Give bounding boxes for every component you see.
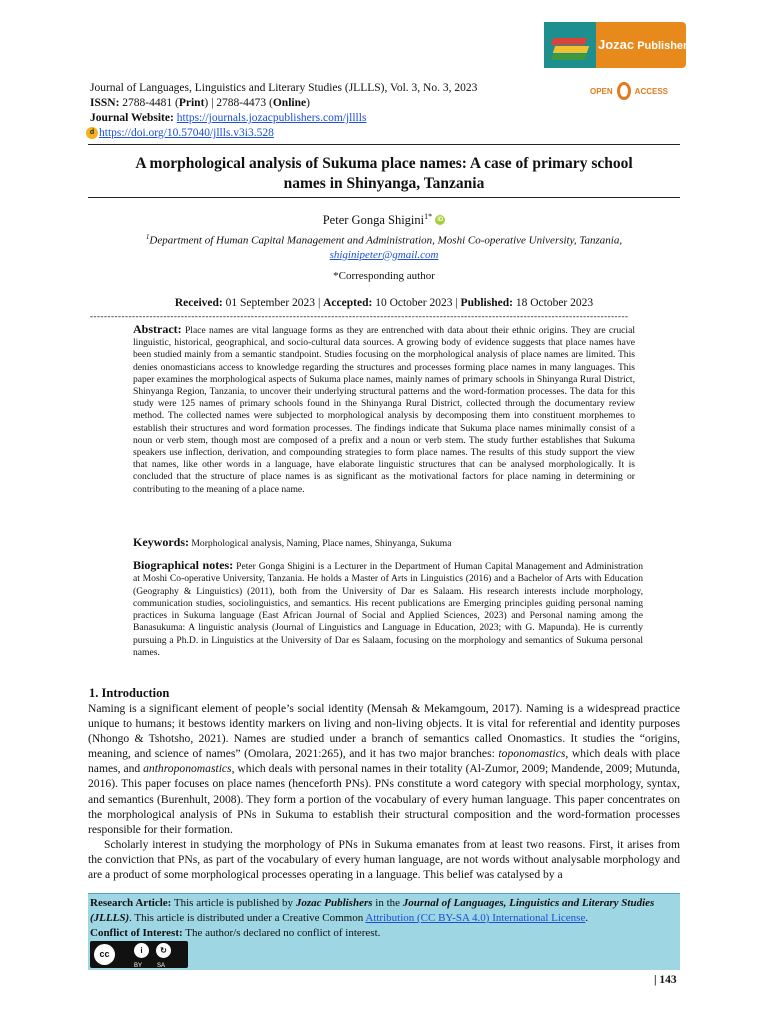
journal-website-link[interactable]: https://journals.jozacpublishers.com/jlllls xyxy=(176,112,367,124)
open-access-badge: OPEN ACCESS xyxy=(590,82,668,100)
intro-paragraph-1: Naming is a significant element of people’s social identity (Mensah & Mekamgoum, 2017). Naming is a widespread practice unique to humans; it bestows identity markers on living and non-living objects. It is vital for referential and identity purposes (Nhongo & Tshotsho, 2021). Names are studied under a branch of semantics called Onomastics. It studies the “origins, meaning, and science of names” (Omolara, 2021:265), and it has two major branches: toponomastics, which deals with place names, and anthroponomastics, which deals with personal names in their totality (Al-Zumor, 2009; Mandende, 2009; Mutunda, 2016). This paper focuses on place names (henceforth PNs). PNs constitute a word category with special morphology, syntax, and semantics (Burenhult, 2008). They form a portion of the vocabulary of every human language. This paper concentrates on the morphological analysis of PNs in Sukuma to establish their structural composition and the word-formation processes responsible for their formation. xyxy=(88,702,680,836)
journal-info xyxy=(90,81,477,141)
doi-link[interactable]: https://doi.org/10.57040/jllls.v3i3.528 xyxy=(99,127,274,139)
page-number: | 143 xyxy=(654,974,677,986)
issn-line: ISSN: 2788-4481 (Print) | 2788-4473 (Online) xyxy=(90,97,310,109)
conflict-note: Conflict of Interest: The author/s declared no conflict of interest. xyxy=(90,927,381,939)
title-rule xyxy=(88,197,680,198)
section-heading-introduction: 1. Introduction xyxy=(89,686,170,700)
author-email[interactable]: shiginipeter@gmail.com xyxy=(329,248,439,261)
corresponding-author: *Corresponding author xyxy=(333,270,435,282)
open-lock-icon xyxy=(617,82,631,100)
top-rule xyxy=(88,144,680,145)
orcid-icon[interactable]: iD xyxy=(437,217,444,224)
research-article-note: Research Article: This article is published by Jozac Publishers in the Journal of Languages, Linguistics and Literary Studies (JLLLS). This article is distributed under a Creative Common Attribution (CC BY-SA 4.0) International License. xyxy=(90,897,655,924)
doi-icon: d xyxy=(86,127,98,139)
abstract: Abstract: Place names are vital language forms as they are entrenched with data about their ethnic origins. They are crucial linguistic, historical, geographical, and socio-cultural data sources. A growing body of evidence suggests that place names have been studied mainly from a semantic standpoint. Studies focusing on the morphological analysis of place names are limited. This denies onomasticians access to knowledge regarding the structures and processes forming place names in many languages. This paper examines the morphological aspects of Sukuma place names, mainly names of primary schools in Shinyanga Rural District, Shinyanga Region, Tanzania, to uncover their underlying structural patterns and the word-formation processes. The data for this study were 125 names of primary schools found in the Shinyanga Rural District, collected through the documentary review method. The collected names were subjected to morphological analysis by decomposing them into constituent morphemes to establish their structures and word formation processes. The findings indicate that Sukuma place names minimally consist of a noun or verb stem, though most are composed of a prefix and a noun or verb stem. The study further establishes that Sukuma speakers use inflection, derivation, and compounding strategies to form place names. The results of this study support the view that names, like other words in a language, have elaborate linguistic structures that can be analysed morphologically. It is concluded that the structure of place names is as significant as the motivational factors for place naming in determining or contributing to the meaning of a place name. xyxy=(133,322,635,495)
intro-paragraph-2: Scholarly interest in studying the morphology of PNs in Sukuma emanates from at least two reasons. First, it arises from the conviction that PNs, as part of the vocabulary of every human language, are not words without analysable morphology and are a product of some morphological processes operating in a language. This belief was catalysed by a xyxy=(88,837,680,882)
dashed-separator: ---------------------------------------------------------------------------------------------------------------------------------------------------------- xyxy=(90,311,629,321)
share-alike-icon: ↻ xyxy=(156,943,171,958)
journal-citation: Journal of Languages, Linguistics and Literary Studies (JLLLS), Vol. 3, No. 3, 2023 xyxy=(90,82,478,94)
doi-line xyxy=(90,126,477,141)
biographical-notes: Biographical notes: Peter Gonga Shigini is a Lecturer in the Department of Human Capital Management and Administration at Moshi Co-operative University, Tanzania. He holds a Master of Arts in Linguistics (2016) and a Bachelor of Arts with Education (Geography & Linguistics) (2011), both from the University of Dar es Salaam. His research interests include morphology, communication studies, sociolinguistics, and semantics. His recent publications are Emerging principles guiding personal naming practices in Sukuma language (East African Journal of Social and Applied Sciences, 2023) and Personal naming among the Banasukuma: A linguistic analysis (Journal of Linguistics and Language in Education, 2023; with G. Mapunda). He is currently pursuing a Ph.D. in Linguistics at the University of Dar es Salaam, focusing on the morphology and semantics of Sukuma personal names. xyxy=(133,558,643,659)
keywords: Keywords: Morphological analysis, Naming, Place names, Shinyanga, Sukuma xyxy=(133,535,452,549)
cc-icon: cc xyxy=(94,944,115,965)
license-link[interactable]: Attribution (CC BY-SA 4.0) International License xyxy=(365,912,586,924)
article-info-box xyxy=(88,893,680,970)
affiliation: $^1$Department of Human Capital Management and Administration, Moshi Co-operative University, Tanzania, shiginipeter@gmail.com xyxy=(145,233,623,261)
cc-by-sa-badge[interactable]: cc i ↻ BY SA xyxy=(90,941,188,968)
website-line: Journal Website: https://journals.jozacpublishers.com/jlllls xyxy=(90,112,367,124)
publication-dates: Received: 01 September 2023 | Accepted: 10 October 2023 | Published: 18 October 2023 xyxy=(174,297,594,309)
publisher-logo: Jozac Publishers xyxy=(544,22,686,68)
paper-title: A morphological analysis of Sukuma place names: A case of primary school names in Shinyanga, Tanzania xyxy=(135,155,633,192)
introduction-body xyxy=(88,701,680,882)
attribution-icon: i xyxy=(134,943,149,958)
author-line: Peter Gonga Shigini$^{1*}$ iD xyxy=(322,212,444,228)
